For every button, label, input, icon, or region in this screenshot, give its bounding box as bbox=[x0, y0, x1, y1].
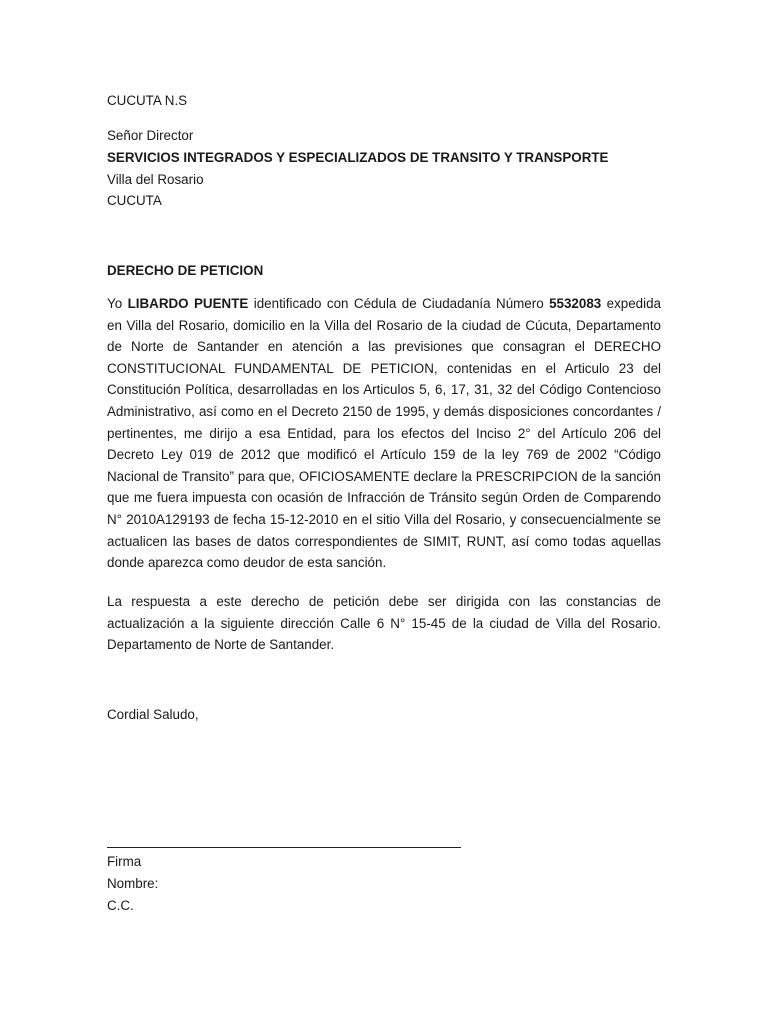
p1-mid: identificado con Cédula de Ciudadanía Número bbox=[248, 296, 550, 311]
recipient-entity: SERVICIOS INTEGRADOS Y ESPECIALIZADOS DE TRANSITO Y TRANSPORTE bbox=[107, 150, 609, 165]
recipient-town: Villa del Rosario bbox=[107, 172, 204, 187]
signature-nombre: Nombre: bbox=[107, 876, 159, 891]
petitioner-name: LIBARDO PUENTE bbox=[127, 296, 249, 311]
subject-heading: DERECHO DE PETICION bbox=[107, 263, 264, 278]
signature-line bbox=[107, 847, 461, 848]
petitioner-id: 5532083 bbox=[549, 296, 602, 311]
p1-yo: Yo bbox=[107, 296, 128, 311]
signature-cc: C.C. bbox=[107, 898, 134, 913]
salutation-line: Señor Director bbox=[107, 128, 194, 143]
signature-firma: Firma bbox=[107, 854, 142, 869]
closing-line: Cordial Saludo, bbox=[107, 707, 199, 722]
body-paragraph-1 bbox=[107, 293, 661, 574]
p1-rest: expedida en Villa del Rosario, domicilio en la Villa del Rosario de la ciudad de Cúcuta, Departamento de Norte de Santander en atención a las previsiones que consagran el DERECHO CONSTITUCIONAL FUNDAMENTAL DE PETICION, contenidas en el Articulo 23 del Constitución Política, desarrolladas en los Articulos 5, 6, 17, 31, 32 del Código Contencioso Administrativo, así como en el Decreto 2150 de 1995, y demás disposiciones concordantes / pertinentes, me dirijo a esa Entidad, para los efectos del Inciso 2° del Artículo 206 del Decreto Ley 019 de 2012 que modificó el Artículo 159 de la ley 769 de 2002 “Código Nacional de Transito” para que, OFICIOSAMENTE declare la PRESCRIPCION de la sanción que me fuera impuesta con ocasión de Infracción de Tránsito según Orden de Comparendo N° 2010A129193 de fecha 15-12-2010 en el sitio Villa del Rosario, y consecuencialmente se actualicen las bases de datos correspondientes de SIMIT, RUNT, así como todas aquellas donde aparezca como deudor de esta sanción. bbox=[107, 296, 661, 571]
body-paragraph-2: La respuesta a este derecho de petición debe ser dirigida con las constancias de actualización a la siguiente dirección Calle 6 N° 15-45 de la ciudad de Villa del Rosario. Departamento de Norte de Santander. bbox=[107, 594, 661, 653]
place-line: CUCUTA N.S bbox=[107, 93, 188, 108]
recipient-city: CUCUTA bbox=[107, 193, 162, 208]
